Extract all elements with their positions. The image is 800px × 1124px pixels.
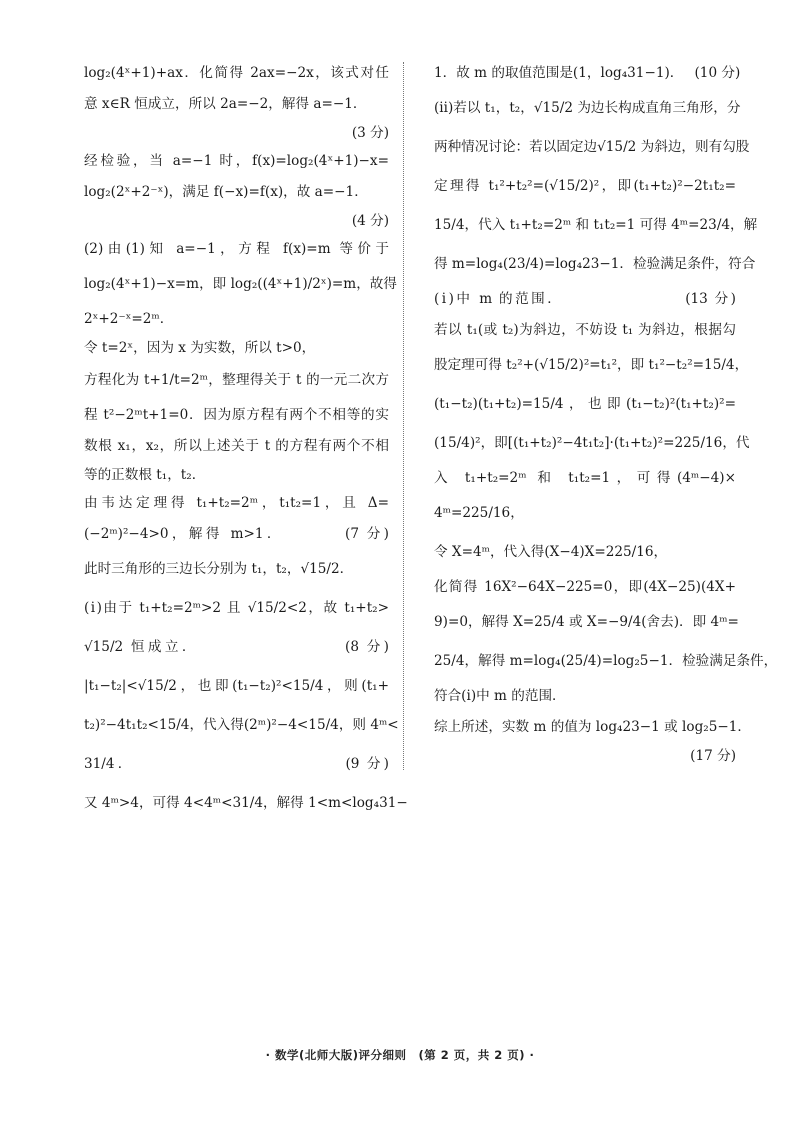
solution-line: 程 t²−2ᵐt+1=0．因为原方程有两个不相等的实 — [84, 407, 389, 423]
solution-line: t₂)²−4t₁t₂<15/4，代入得(2ᵐ)²−4<15/4，则 4ᵐ< — [84, 717, 399, 733]
solution-line: 15/4，代入 t₁+t₂=2ᵐ 和 t₁t₂=1 可得 4ᵐ=23/4，解 — [434, 217, 758, 233]
solution-line: 此时三角形的三边长分别为 t₁，t₂，√15/2． — [84, 561, 354, 577]
solution-line: √15/2 恒成立． (8 分) — [84, 639, 389, 655]
solution-line: 化简得 16X²−64X−225=0，即(4X−25)(4X+ — [434, 579, 736, 595]
solution-line: 1．故 m 的取值范围是(1，log₄31−1)． (10 分) — [434, 65, 741, 81]
solution-line: 经检验，当 a=−1 时，f(x)=log₂(4ˣ+1)−x= — [84, 153, 389, 169]
solution-line: 股定理可得 t₂²+(√15/2)²=t₁²，即 t₁²−t₂²=15/4， — [434, 357, 749, 373]
solution-line: (ⅰ)中 m 的范围． (13 分) — [434, 291, 736, 307]
solution-line: log₂(2ˣ+2⁻ˣ)，满足 f(−x)=f(x)，故 a=−1． — [84, 184, 368, 200]
solution-line: 25/4，解得 m=log₄(25/4)=log₂5−1．检验满足条件， — [434, 653, 778, 669]
solution-line: 等的正数根 t₁，t₂． — [84, 466, 206, 483]
solution-line: 令 X=4ᵐ，代入得(X−4)X=225/16， — [434, 544, 668, 560]
solution-line: 又 4ᵐ>4，可得 4<4ᵐ<31/4，解得 1<m<log₄31− — [84, 795, 408, 811]
page-footer: · 数学(北师大版)评分细则 (第 2 页，共 2 页) · — [265, 1048, 535, 1062]
solution-line: (2)由(1)知 a=−1，方程 f(x)=m 等价于 — [84, 241, 389, 257]
solution-line: (t₁−t₂)(t₁+t₂)=15/4，也即(t₁−t₂)²(t₁+t₂)²= — [434, 396, 736, 412]
solution-line: log₂(4ˣ+1)−x=m，即 log₂((4ˣ+1)/2ˣ)=m，故得 — [84, 276, 397, 292]
score-marker: (17 分) — [690, 747, 736, 764]
solution-line: 数根 x₁，x₂，所以上述关于 t 的方程有两个不相 — [84, 438, 389, 454]
solution-line: (15/4)²，即[(t₁+t₂)²−4t₁t₂]·(t₁+t₂)²=225/16，代 — [434, 435, 750, 451]
solution-line: 定理得 t₁²+t₂²=(√15/2)²，即(t₁+t₂)²−2t₁t₂= — [434, 178, 736, 194]
solution-line: (ⅱ)若以 t₁，t₂，√15/2 为边长构成直角三角形，分 — [434, 100, 741, 116]
solution-line: 入 t₁+t₂=2ᵐ 和 t₁t₂=1，可得(4ᵐ−4)× — [434, 470, 736, 486]
solution-line: 2ˣ+2⁻ˣ=2ᵐ． — [84, 311, 174, 327]
solution-line: 意 x∈R 恒成立，所以 2a=−2，解得 a=−1． — [84, 96, 367, 112]
solution-line: 两种情况讨论：若以固定边√15/2 为斜边，则有勾股 — [434, 139, 750, 155]
solution-line: 符合(ⅰ)中 m 的范围． — [434, 688, 566, 704]
solution-line: 31/4． (9 分) — [84, 756, 389, 772]
solution-line: 令 t=2ˣ，因为 x 为实数，所以 t>0， — [84, 339, 316, 356]
solution-line: 若以 t₁(或 t₂)为斜边，不妨设 t₁ 为斜边，根据勾 — [434, 322, 736, 338]
score-marker: (3 分) — [351, 124, 389, 141]
solution-line: 综上所述，实数 m 的值为 log₄23−1 或 log₂5−1． — [434, 719, 752, 735]
left-column — [84, 58, 408, 823]
solution-line: 方程化为 t+1/t=2ᵐ，整理得关于 t 的一元二次方 — [84, 372, 389, 388]
solution-line: (ⅰ)由于 t₁+t₂=2ᵐ>2 且 √15/2<2，故 t₁+t₂> — [84, 600, 389, 616]
score-marker: (4 分) — [351, 212, 389, 229]
solution-line: 4ᵐ=225/16， — [434, 505, 524, 521]
solution-line: 由韦达定理得 t₁+t₂=2ᵐ，t₁t₂=1，且 Δ= — [84, 495, 389, 511]
solution-line: log₂(4ˣ+1)+ax．化简得 2ax=−2x，该式对任 — [84, 65, 389, 81]
solution-line: 得 m=log₄(23/4)=log₄23−1．检验满足条件，符合 — [434, 256, 756, 272]
right-column — [434, 58, 778, 769]
solution-line: |t₁−t₂|<√15/2，也即(t₁−t₂)²<15/4，则(t₁+ — [84, 678, 389, 694]
solution-line: (−2ᵐ)²−4>0，解得 m>1． (7 分) — [84, 526, 389, 542]
column-divider — [403, 62, 404, 770]
solution-line: 9)=0，解得 X=25/4 或 X=−9/4(舍去)．即 4ᵐ= — [434, 614, 739, 630]
